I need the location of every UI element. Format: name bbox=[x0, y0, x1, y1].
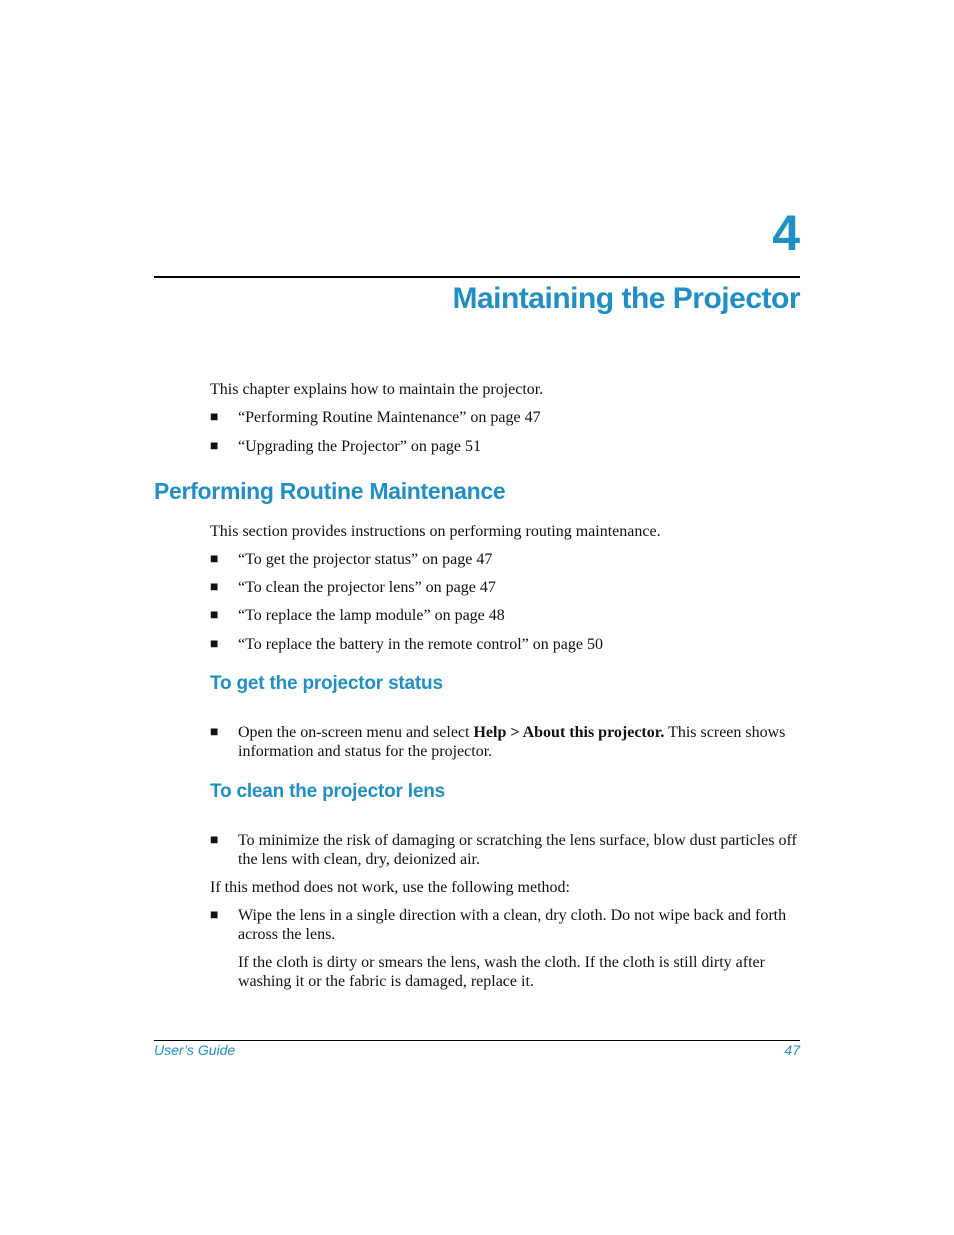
bullet-icon: ■ bbox=[210, 908, 219, 923]
list-item[interactable] bbox=[210, 408, 800, 427]
footer-guide-title: User’s Guide bbox=[154, 1042, 236, 1058]
section-text: This section provides instructions on performing routing maintenance. bbox=[210, 523, 661, 540]
list-item-text: To minimize the risk of damaging or scratching the lens surface, blow dust particles off the lens with clean, dry, deionized air. bbox=[238, 832, 797, 868]
chapter-rule bbox=[154, 276, 800, 278]
bullet-icon: ■ bbox=[210, 439, 219, 454]
bullet-icon: ■ bbox=[210, 637, 219, 652]
list-item-text[interactable]: “To replace the battery in the remote control” on page 50 bbox=[238, 636, 603, 653]
footer-rule bbox=[154, 1040, 800, 1041]
list-item-text[interactable]: “Upgrading the Projector” on page 51 bbox=[238, 438, 482, 455]
bullet-icon: ■ bbox=[210, 833, 219, 848]
menu-path: Help > About this projector. bbox=[473, 724, 665, 741]
chapter-title: Maintaining the Projector bbox=[452, 282, 800, 315]
list-item bbox=[210, 831, 800, 869]
list-item-text: Open the on-screen menu and select Help > About this projector. This screen shows information and status for the projector. bbox=[238, 724, 786, 760]
bullet-icon: ■ bbox=[210, 725, 219, 740]
list-item[interactable] bbox=[210, 606, 800, 625]
list-item-text[interactable]: “Performing Routine Maintenance” on page 47 bbox=[238, 409, 541, 426]
list-item[interactable] bbox=[210, 550, 800, 569]
list-item bbox=[210, 906, 800, 944]
clean-note: If the cloth is dirty or smears the lens, wash the cloth. If the cloth is still dirty after washing it or the fabric is damaged, replace it. bbox=[238, 954, 765, 990]
page-number: 47 bbox=[784, 1042, 800, 1058]
bullet-icon: ■ bbox=[210, 608, 219, 623]
chapter-number: 4 bbox=[772, 205, 800, 261]
bullet-icon: ■ bbox=[210, 410, 219, 425]
bullet-icon: ■ bbox=[210, 580, 219, 595]
list-item-text[interactable]: “To replace the lamp module” on page 48 bbox=[238, 607, 505, 624]
list-item[interactable] bbox=[210, 635, 800, 654]
subsection-heading-clean: To clean the projector lens bbox=[210, 781, 445, 802]
section-heading: Performing Routine Maintenance bbox=[154, 478, 506, 504]
list-item-text: Wipe the lens in a single direction with a clean, dry cloth. Do not wipe back and forth across the lens. bbox=[238, 907, 787, 943]
list-item[interactable] bbox=[210, 437, 800, 456]
intro-text: This chapter explains how to maintain the projector. bbox=[210, 381, 544, 398]
bullet-icon: ■ bbox=[210, 552, 219, 567]
list-item bbox=[210, 723, 800, 761]
list-item[interactable] bbox=[210, 578, 800, 597]
list-item-text[interactable]: “To get the projector status” on page 47 bbox=[238, 551, 493, 568]
list-item-text[interactable]: “To clean the projector lens” on page 47 bbox=[238, 579, 496, 596]
subsection-heading-status: To get the projector status bbox=[210, 673, 443, 694]
clean-text: If this method does not work, use the following method: bbox=[210, 879, 570, 896]
